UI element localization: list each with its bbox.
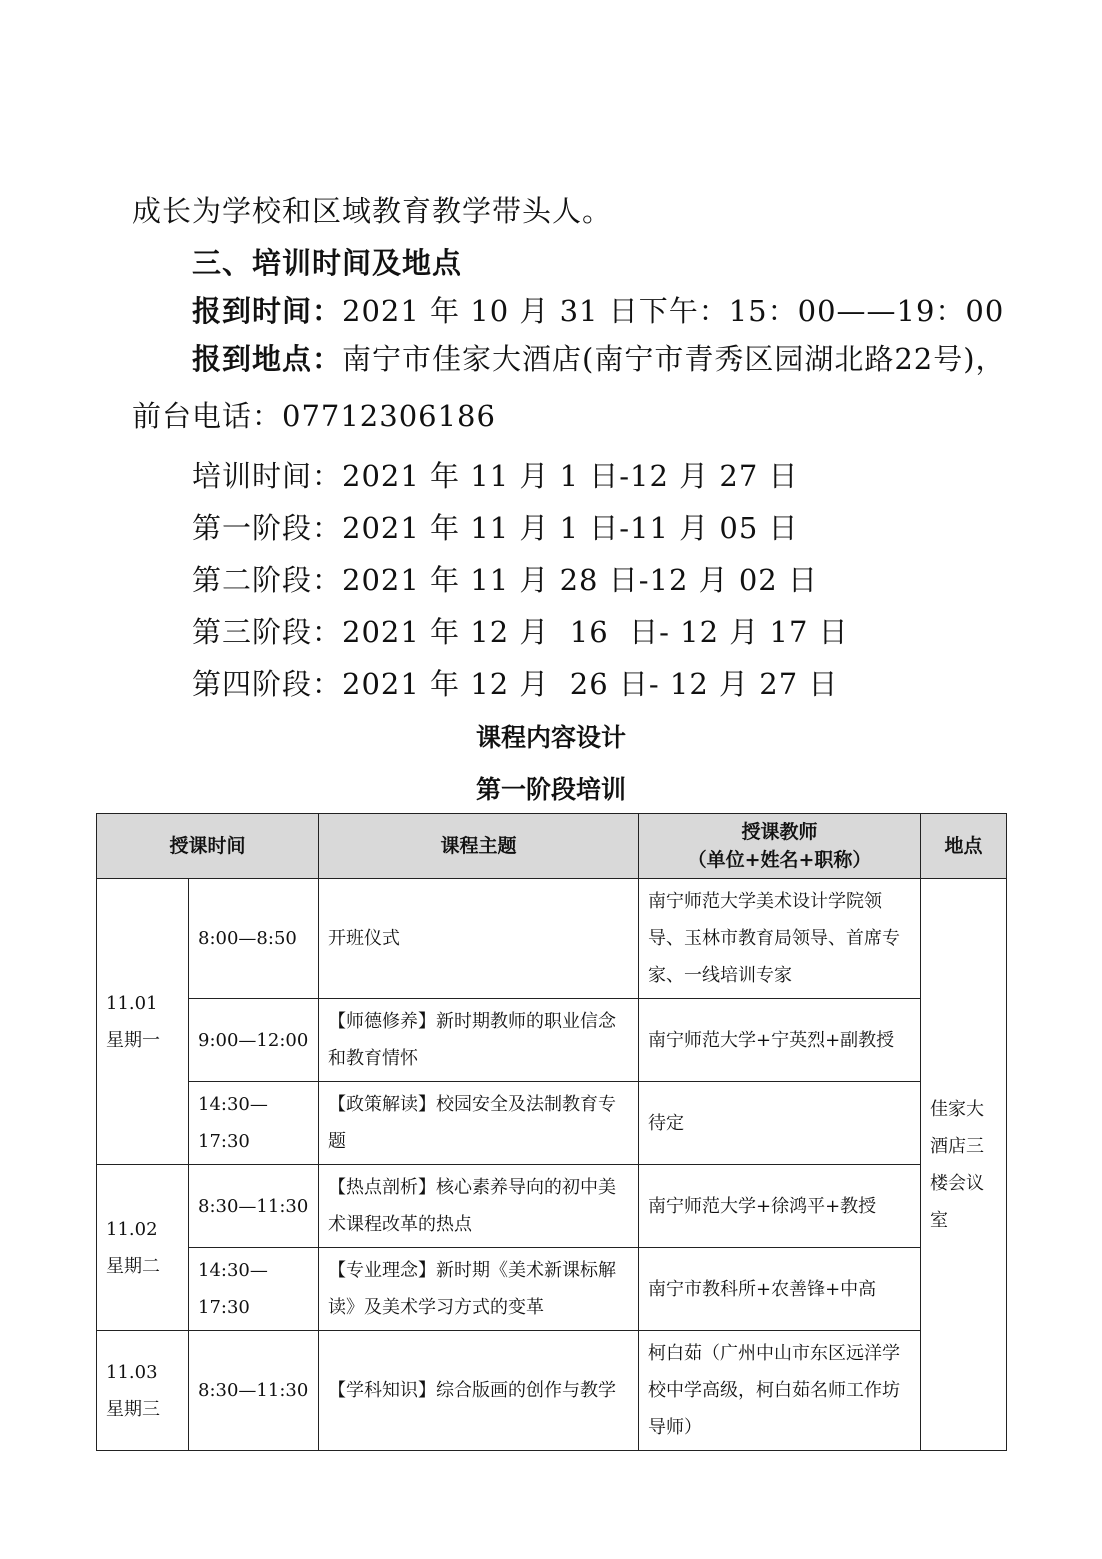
table-header-row	[97, 814, 1007, 879]
header-teacher-line1: 授课教师	[741, 821, 818, 843]
day-weekday: 星期一	[106, 1029, 160, 1051]
session-teacher: 南宁师范大学+徐鸿平+教授	[639, 1165, 921, 1248]
session-time: 14:30—17:30	[189, 1082, 319, 1165]
table-row	[97, 1248, 1007, 1331]
header-topic: 课程主题	[319, 814, 639, 879]
course-title: 课程内容设计	[475, 723, 626, 752]
day-cell	[97, 1165, 189, 1331]
session-time: 8:30—11:30	[189, 1331, 319, 1451]
day-weekday: 星期二	[106, 1255, 160, 1277]
day-cell	[97, 1331, 189, 1451]
table-row	[97, 999, 1007, 1082]
schedule-table	[96, 813, 1007, 1451]
session-time: 14:30—17:30	[189, 1248, 319, 1331]
section-heading: 三、培训时间及地点	[192, 246, 463, 280]
session-time: 8:30—11:30	[189, 1165, 319, 1248]
day-date: 11.02	[106, 1218, 158, 1240]
header-venue: 地点	[921, 814, 1007, 879]
checkin-time-label: 报到时间：	[192, 294, 343, 328]
checkin-place	[192, 339, 1006, 379]
stage-1: 第一阶段：2021 年 11 月 1 日-11 月 05 日	[192, 511, 799, 545]
session-topic: 开班仪式	[319, 879, 639, 999]
table-row	[97, 1331, 1007, 1451]
day-cell	[97, 879, 189, 1165]
checkin-place-value: 南宁市佳家大酒店(南宁市青秀区园湖北路22号)，	[342, 342, 1006, 376]
front-desk-phone: 前台电话：07712306186	[132, 399, 496, 433]
session-topic: 【师德修养】新时期教师的职业信念和教育情怀	[319, 999, 639, 1082]
table-row	[97, 1165, 1007, 1248]
session-topic: 【学科知识】综合版画的创作与教学	[319, 1331, 639, 1451]
venue-cell: 佳家大酒店三楼会议室	[921, 879, 1007, 1451]
session-teacher: 南宁市教科所+农善锋+中高	[639, 1248, 921, 1331]
table-row	[97, 1082, 1007, 1165]
session-teacher: 待定	[639, 1082, 921, 1165]
stage-4: 第四阶段：2021 年 12 月 26 日- 12 月 27 日	[192, 667, 839, 701]
course-subtitle: 第一阶段培训	[475, 775, 626, 804]
session-time: 8:00—8:50	[189, 879, 319, 999]
session-topic: 【政策解读】校园安全及法制教育专题	[319, 1082, 639, 1165]
session-teacher: 南宁师范大学+宁英烈+副教授	[639, 999, 921, 1082]
session-teacher: 南宁师范大学美术设计学院领导、玉林市教育局领导、首席专家、一线培训专家	[639, 879, 921, 999]
checkin-place-label: 报到地点：	[192, 342, 343, 376]
day-weekday: 星期三	[106, 1398, 160, 1420]
table-row	[97, 879, 1007, 999]
training-time: 培训时间：2021 年 11 月 1 日-12 月 27 日	[192, 459, 799, 493]
session-teacher: 柯白茹（广州中山市东区远洋学校中学高级，柯白茹名师工作坊导师）	[639, 1331, 921, 1451]
checkin-time-value: 2021 年 10 月 31 日下午：15：00——19：00	[342, 294, 1005, 328]
stage-2: 第二阶段：2021 年 11 月 28 日-12 月 02 日	[192, 563, 818, 597]
session-topic: 【热点剖析】核心素养导向的初中美术课程改革的热点	[319, 1165, 639, 1248]
header-teacher	[639, 814, 921, 879]
paragraph-continuation: 成长为学校和区域教育教学带头人。	[132, 194, 613, 228]
session-topic: 【专业理念】新时期《美术新课标解读》及美术学习方式的变革	[319, 1248, 639, 1331]
day-date: 11.01	[106, 992, 158, 1014]
header-teacher-line2: （单位+姓名+职称）	[687, 849, 872, 871]
stage-3: 第三阶段：2021 年 12 月 16 日- 12 月 17 日	[192, 615, 849, 649]
header-time: 授课时间	[97, 814, 319, 879]
session-time: 9:00—12:00	[189, 999, 319, 1082]
day-date: 11.03	[106, 1361, 158, 1383]
checkin-time	[192, 291, 1004, 331]
